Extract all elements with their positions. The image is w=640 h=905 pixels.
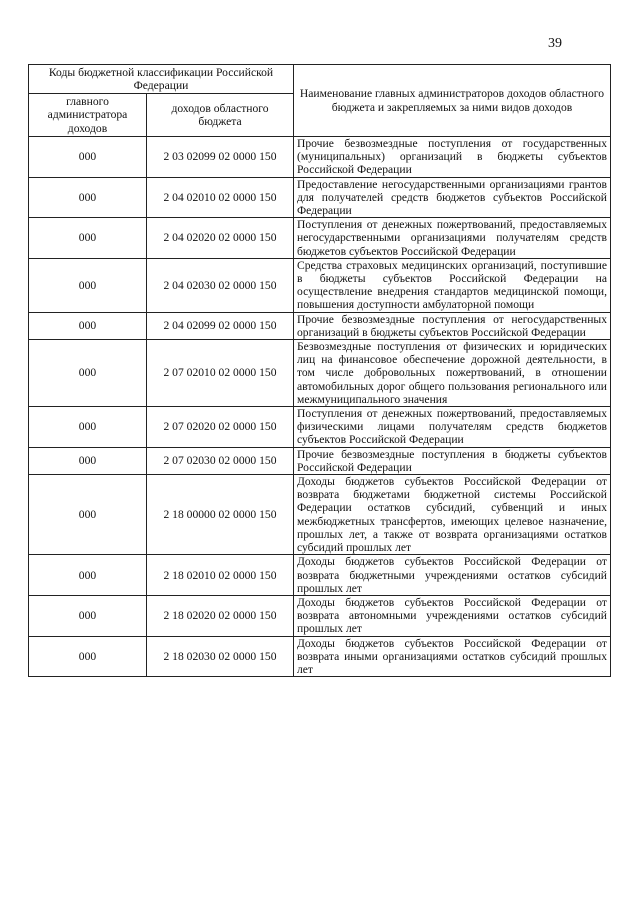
table-row [29,555,611,596]
income-code-cell: 2 04 02030 02 0000 150 [147,258,294,312]
admin-code-cell: 000 [29,340,147,407]
codes-group-header: Коды бюджетной классификации Российской Федерации [29,65,294,94]
income-code-cell: 2 18 02030 02 0000 150 [147,636,294,677]
table-header-row [29,65,611,94]
income-description-cell: Доходы бюджетов субъектов Российской Федерации от возврата автономными учреждениями остатков субсидий прошлых лет [294,595,611,636]
income-code-cell: 2 18 02020 02 0000 150 [147,595,294,636]
income-description-cell: Безвозмездные поступления от физических и юридических лиц на финансовое обеспечение дорожной деятельности, в том числе добровольных пожертвований, в отношении автомобильных дорог общего пользования регионального или межмуниципального значения [294,340,611,407]
page-number: 39 [548,36,562,51]
income-description-cell: Предоставление негосударственными организациями грантов для получателей средств бюджетов субъектов Российской Федерации [294,177,611,218]
income-code-cell: 2 04 02020 02 0000 150 [147,218,294,259]
table-row [29,312,611,339]
budget-classification-table [28,64,611,677]
income-code-cell: 2 04 02099 02 0000 150 [147,312,294,339]
table-row [29,636,611,677]
table-row [29,340,611,407]
income-description-cell: Доходы бюджетов субъектов Российской Федерации от возврата бюджетами бюджетной системы Российской Федерации остатков субсидий, субвенций и иных межбюджетных трансфертов, имеющих целевое назначение, прошлых лет, а также от возврата организациями остатков субсидий прошлых лет [294,475,611,555]
admin-code-cell: 000 [29,177,147,218]
income-description-cell: Прочие безвозмездные поступления от негосударственных организаций в бюджеты субъектов Российской Федерации [294,312,611,339]
admin-column-header: главного администратора доходов [29,94,147,137]
name-column-header: Наименование главных администраторов доходов областного бюджета и закрепляемых за ними видов доходов [294,65,611,137]
income-description-cell: Поступления от денежных пожертвований, предоставляемых негосударственными организациями получателям средств бюджетов субъектов Российской Федерации [294,218,611,259]
income-description-cell: Средства страховых медицинских организаций, поступившие в бюджеты субъектов Российской Федерации на осуществление внедрения стандартов медицинской помощи, повышения доступности амбулаторной помощи [294,258,611,312]
income-description-cell: Прочие безвозмездные поступления в бюджеты субъектов Российской Федерации [294,447,611,474]
admin-code-cell: 000 [29,595,147,636]
admin-code-cell: 000 [29,447,147,474]
income-description-cell: Доходы бюджетов субъектов Российской Федерации от возврата иными организациями остатков субсидий прошлых лет [294,636,611,677]
income-description-cell: Прочие безвозмездные поступления от государственных (муниципальных) организаций в бюджеты субъектов Российской Федерации [294,137,611,178]
admin-code-cell: 000 [29,407,147,448]
table-row [29,177,611,218]
admin-code-cell: 000 [29,137,147,178]
admin-code-cell: 000 [29,312,147,339]
income-code-cell: 2 18 02010 02 0000 150 [147,555,294,596]
table-row [29,137,611,178]
table-row [29,475,611,555]
income-code-cell: 2 03 02099 02 0000 150 [147,137,294,178]
income-code-cell: 2 04 02010 02 0000 150 [147,177,294,218]
income-description-cell: Доходы бюджетов субъектов Российской Федерации от возврата бюджетными учреждениями остатков субсидий прошлых лет [294,555,611,596]
table-row [29,595,611,636]
table-row [29,258,611,312]
admin-code-cell: 000 [29,258,147,312]
admin-code-cell: 000 [29,475,147,555]
income-code-cell: 2 07 02030 02 0000 150 [147,447,294,474]
income-code-cell: 2 07 02010 02 0000 150 [147,340,294,407]
income-code-cell: 2 07 02020 02 0000 150 [147,407,294,448]
admin-code-cell: 000 [29,218,147,259]
income-description-cell: Поступления от денежных пожертвований, предоставляемых физическими лицами получателям средств бюджетов субъектов Российской Федерации [294,407,611,448]
income-column-header: доходов областного бюджета [147,94,294,137]
table-row [29,218,611,259]
income-code-cell: 2 18 00000 02 0000 150 [147,475,294,555]
admin-code-cell: 000 [29,636,147,677]
admin-code-cell: 000 [29,555,147,596]
table-row [29,407,611,448]
table-row [29,447,611,474]
